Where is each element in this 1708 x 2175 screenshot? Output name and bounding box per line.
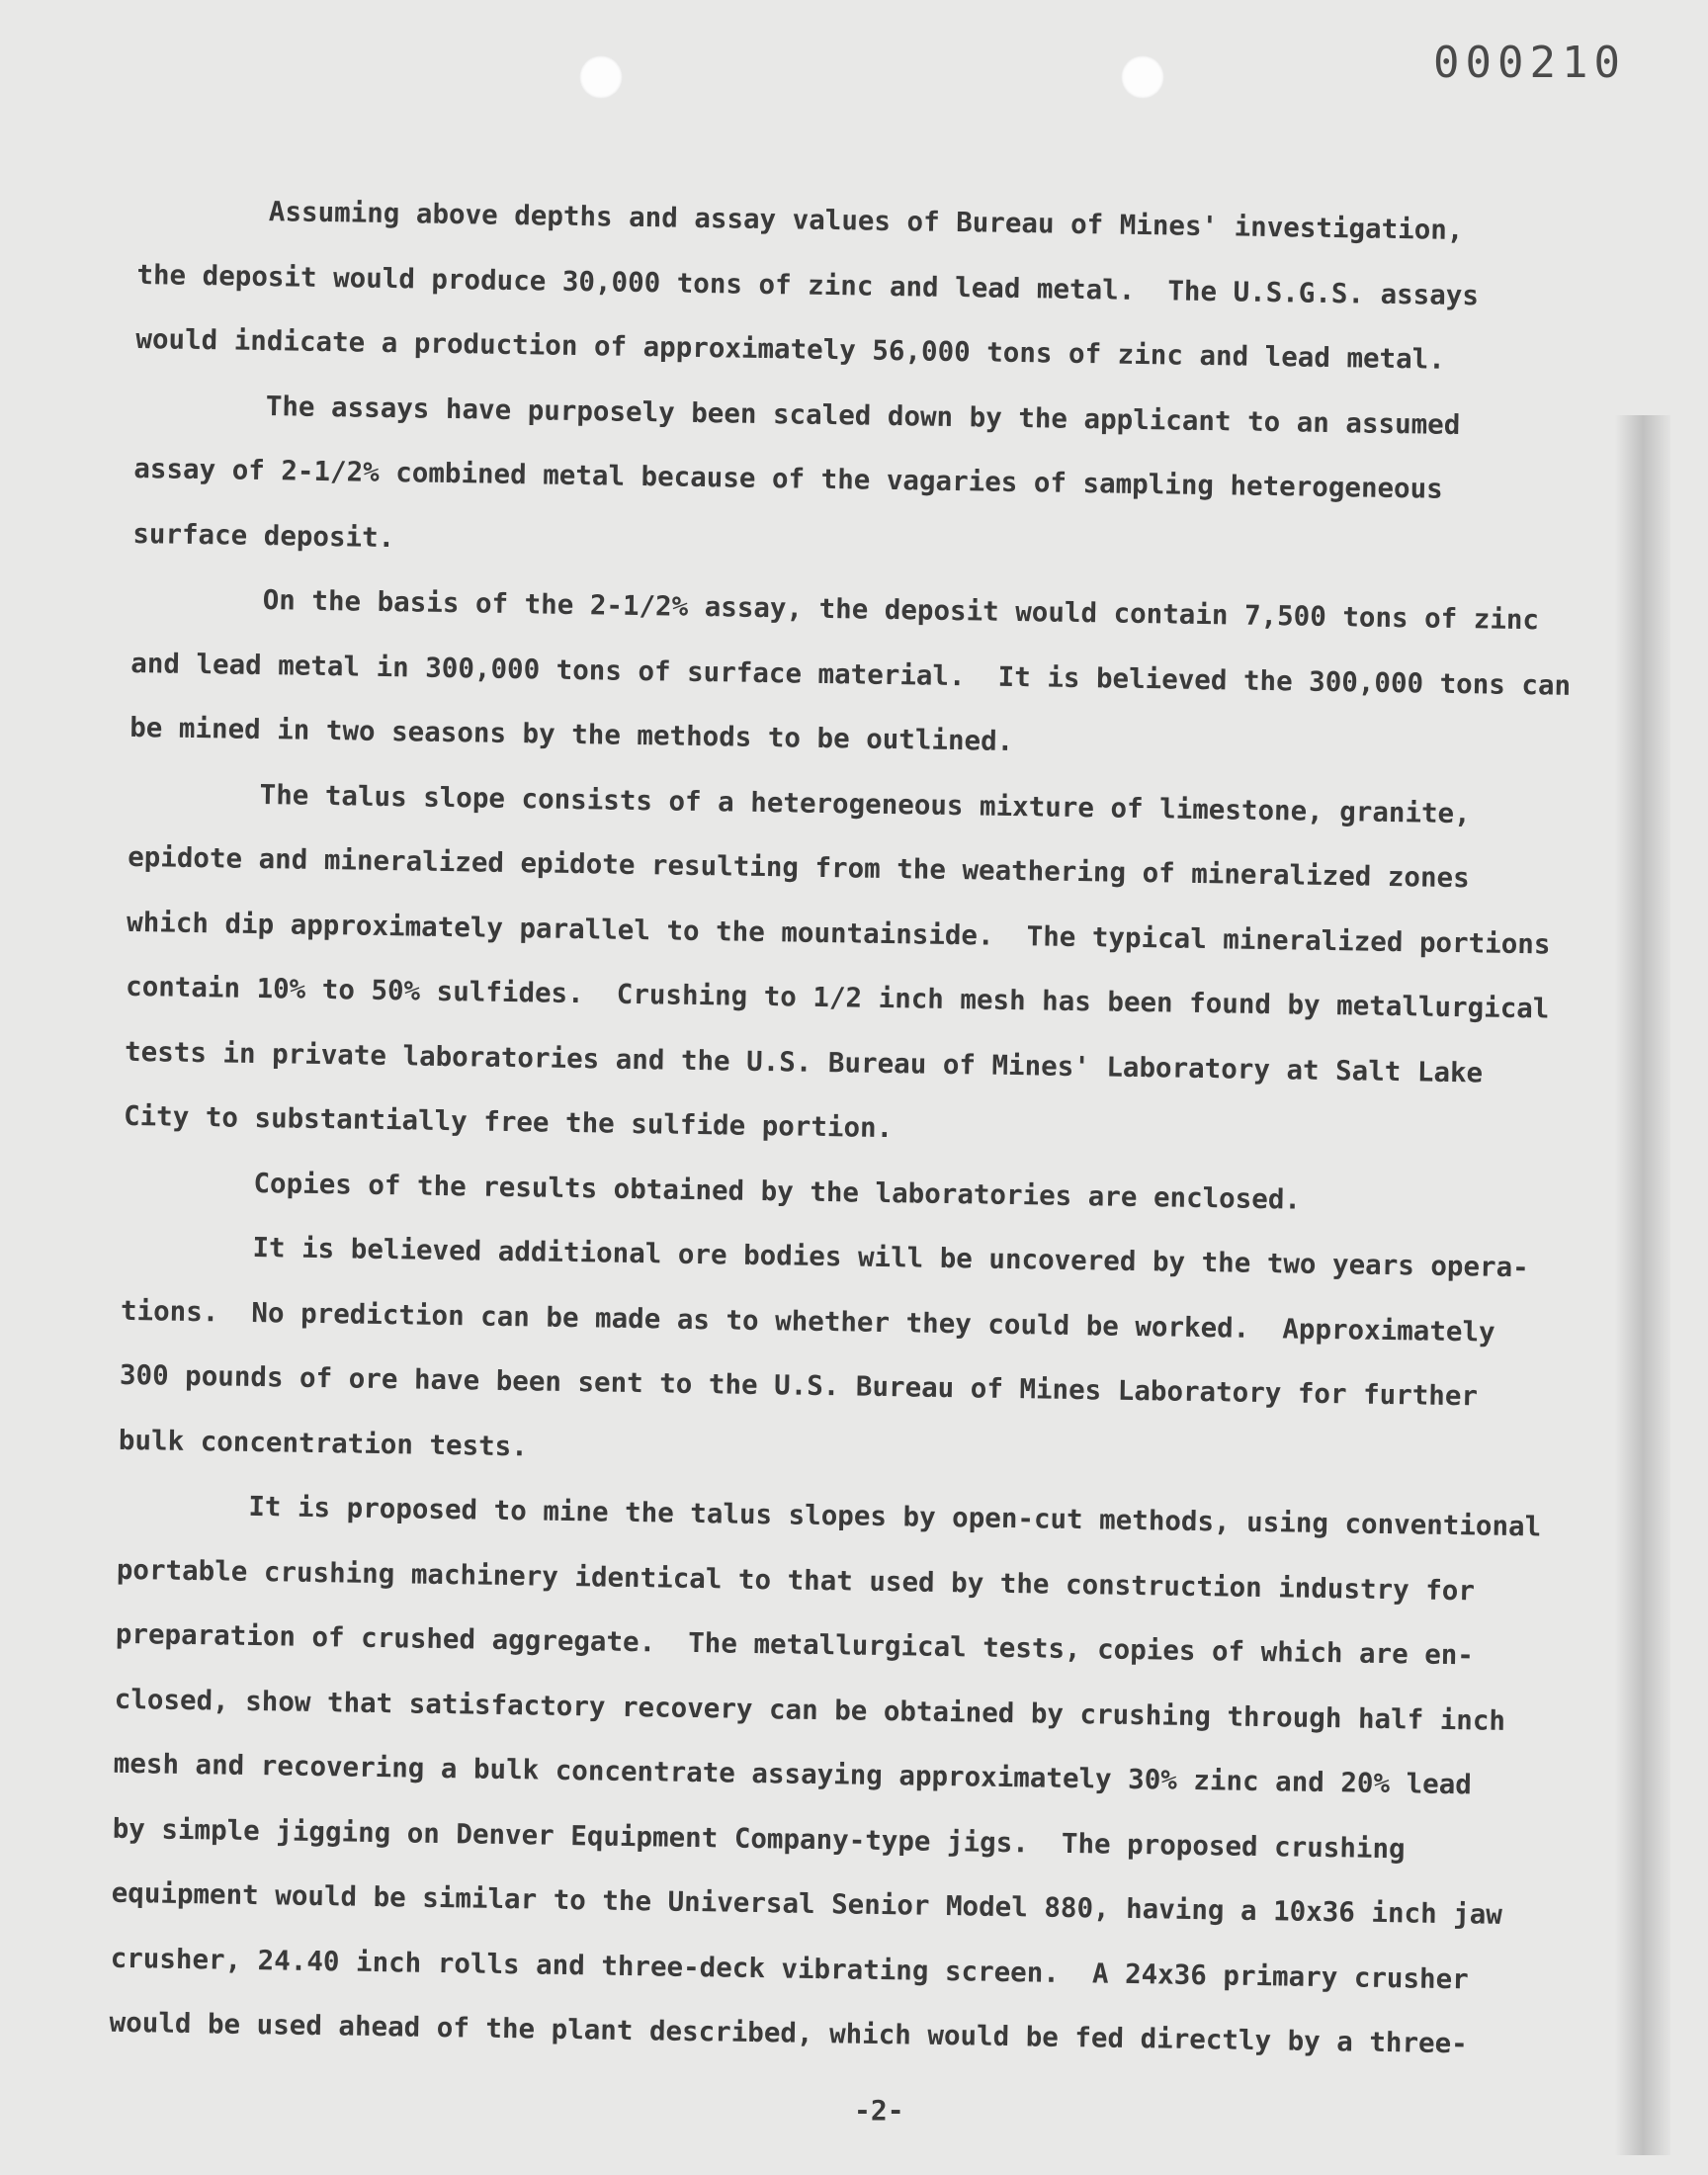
text-line: contain 10% to 50% sulfides. Crushing to 1/2 inch mesh has been found by metallurgical (125, 970, 1550, 1025)
text-line: by simple jigging on Denver Equipment Company-type jigs. The proposed crushing (112, 1812, 1406, 1865)
text-line: preparation of crushed aggregate. The metallurgical tests, copies of which are en- (115, 1617, 1475, 1672)
text-line: surface deposit. (132, 517, 395, 554)
text-line: Assuming above depths and assay values of Bureau of Mines' investigation, (137, 193, 1464, 247)
text-line: assay of 2-1/2% combined metal because of the vagaries of sampling heterogeneous (133, 452, 1443, 505)
text-line: bulk concentration tests. (118, 1424, 529, 1462)
text-line: The assays have purposely been scaled down by the applicant to an assumed (134, 388, 1461, 441)
text-line: and lead metal in 300,000 tons of surface material. It is believed the 300,000 tons can (130, 647, 1572, 702)
text-line: portable crushing machinery identical to that used by the construction industry for (116, 1553, 1476, 1607)
text-line: epidote and mineralized epidote resulting from the weathering of mineralized zones (127, 840, 1470, 895)
text-line: crusher, 24.40 inch rolls and three-deck vibrating screen. A 24x36 primary crusher (110, 1942, 1469, 1995)
text-line: It is believed additional ore bodies will be uncovered by the two years opera- (121, 1229, 1529, 1284)
text-line: which dip approximately parallel to the mountainside. The typical mineralized portions (126, 906, 1551, 961)
text-line: tions. No prediction can be made as to whether they could be worked. Approximately (120, 1294, 1495, 1348)
document-number: 000210 (1433, 38, 1626, 88)
text-line: would indicate a production of approximately 56,000 tons of zinc and lead metal. (135, 322, 1446, 376)
text-line: Copies of the results obtained by the laboratories are enclosed. (122, 1165, 1302, 1216)
text-line: tests in private laboratories and the U.S. Bureau of Mines' Laboratory at Salt Lake (124, 1035, 1484, 1088)
text-line: 300 pounds of ore have been sent to the U.S. Bureau of Mines Laboratory for further (119, 1358, 1479, 1413)
punch-hole-left (579, 55, 623, 99)
text-line: would be used ahead of the plant described, which would be fed directly by a three- (109, 2006, 1468, 2060)
body-text (109, 178, 1611, 2079)
text-line: mesh and recovering a bulk concentrate assaying approximately 30% zinc and 20% lead (113, 1747, 1473, 1801)
punch-hole-right (1121, 55, 1164, 99)
text-line: It is proposed to mine the talus slopes by open-cut methods, using conventional (117, 1488, 1542, 1543)
text-line: equipment would be similar to the Universal Senior Model 880, having a 10x36 inch jaw (111, 1876, 1503, 1931)
page-number: -2- (854, 2094, 904, 2127)
scan-edge-shadow (1615, 415, 1670, 2155)
text-line: be mined in two seasons by the methods to be outlined. (129, 711, 1014, 757)
text-line: The talus slope consists of a heterogeneous mixture of limestone, granite, (128, 776, 1471, 829)
text-line: the deposit would produce 30,000 tons of zinc and lead metal. The U.S.G.S. assays (136, 258, 1480, 311)
text-line: On the basis of the 2-1/2% assay, the deposit would contain 7,500 tons of zinc (131, 581, 1540, 637)
text-line: closed, show that satisfactory recovery can be obtained by crushing through half inch (114, 1683, 1506, 1737)
text-line: City to substantially free the sulfide portion. (123, 1099, 894, 1145)
